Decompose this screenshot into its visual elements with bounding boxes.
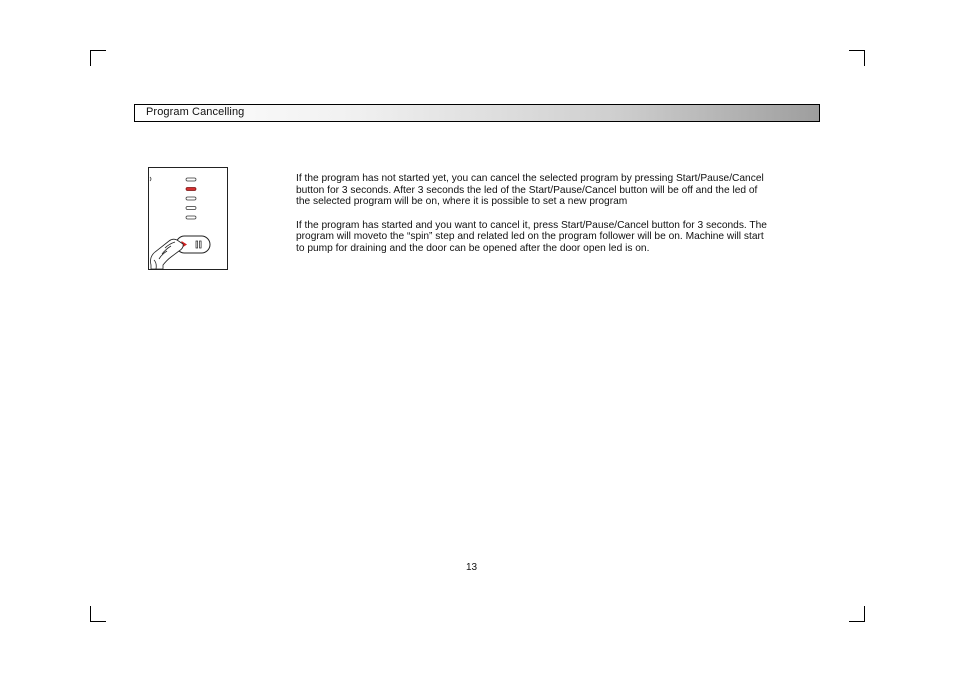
panel-edge-mark [150,177,151,181]
paragraph-not-started: If the program has not started yet, you can cancel the selected program by pressing Start/Pause/Cancel button for 3 seconds. After 3 seconds the led of the Start/Pause/Cancel button will be off and the led of the selected program will be on, where it is possible to set a new program [296,173,764,208]
program-led-1 [186,178,196,181]
crop-mark-top-right [849,50,865,66]
crop-mark-bottom-right [849,606,865,622]
control-panel-illustration [148,167,228,270]
crop-mark-top-left [90,50,106,66]
pointing-hand-icon [151,239,184,269]
program-led-3 [186,197,196,200]
page-number: 13 [466,562,478,573]
control-panel-drawing [149,168,227,269]
section-header [134,104,820,122]
crop-mark-bottom-left [90,606,106,622]
program-led-5 [186,216,196,219]
paragraph-started: If the program has started and you want to cancel it, press Start/Pause/Cancel button for 3 seconds. The program will moveto the “spin” step and related led on the program follower will be on. Machine will start to pump for draining and the door can be opened after the door open led is on. [296,219,767,254]
program-led-2-active [186,188,196,191]
section-title: Program Cancelling [146,106,245,118]
instructions-text [296,173,774,267]
program-led-4 [186,207,196,210]
